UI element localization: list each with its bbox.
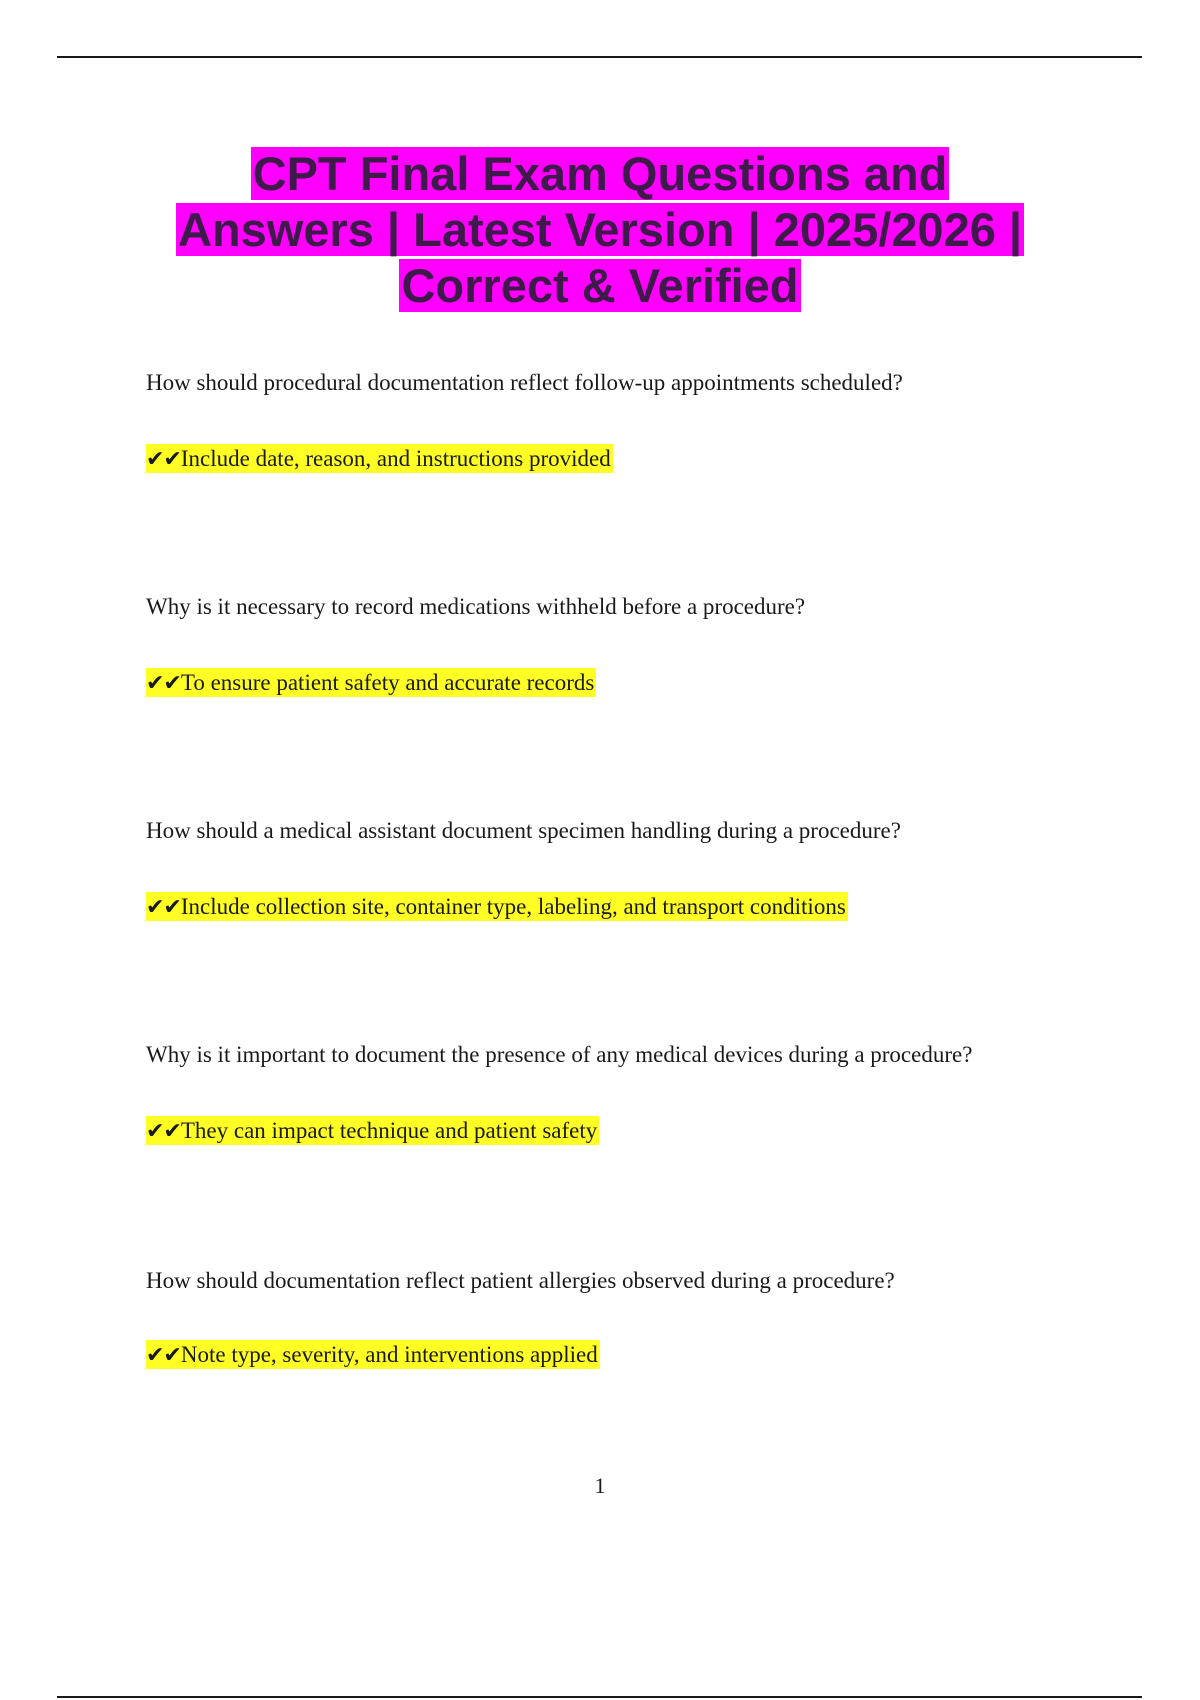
- question-text: How should a medical assistant document specimen handling during a procedure?: [146, 818, 901, 843]
- title-line: CPT Final Exam Questions and: [252, 147, 948, 200]
- checkmark-icon: ✔✔: [146, 447, 181, 472]
- checkmark-icon: ✔✔: [146, 895, 181, 920]
- answer: [146, 1341, 600, 1370]
- title-line: Correct & Verified: [401, 259, 799, 312]
- question-text: Why is it necessary to record medications withheld before a procedure?: [146, 594, 806, 619]
- page-number: 1: [594, 1473, 606, 1498]
- checkmark-icon: ✔✔: [146, 671, 181, 696]
- answer: [146, 893, 848, 922]
- checkmark-icon: ✔✔: [146, 1119, 181, 1144]
- answer-text: Include date, reason, and instructions provided: [180, 446, 611, 471]
- answer-text: To ensure patient safety and accurate records: [180, 670, 595, 695]
- answer: [146, 445, 613, 474]
- answer-text: They can impact technique and patient safety: [180, 1118, 598, 1143]
- answer: [146, 1117, 599, 1146]
- answer: [146, 669, 596, 698]
- answer-text: Note type, severity, and interventions applied: [180, 1342, 598, 1367]
- checkmark-icon: ✔✔: [146, 1343, 181, 1368]
- bottom-rule: [57, 1696, 1142, 1698]
- question-text: How should procedural documentation reflect follow-up appointments scheduled?: [146, 370, 903, 395]
- title-line: Answers | Latest Version | 2025/2026 |: [177, 203, 1023, 256]
- answer-text: Include collection site, container type, labeling, and transport conditions: [180, 894, 846, 919]
- question-text: How should documentation reflect patient allergies observed during a procedure?: [146, 1268, 895, 1293]
- document-title: [100, 146, 1100, 314]
- top-rule: [57, 56, 1142, 58]
- question-text: Why is it important to document the presence of any medical devices during a procedure?: [146, 1042, 973, 1067]
